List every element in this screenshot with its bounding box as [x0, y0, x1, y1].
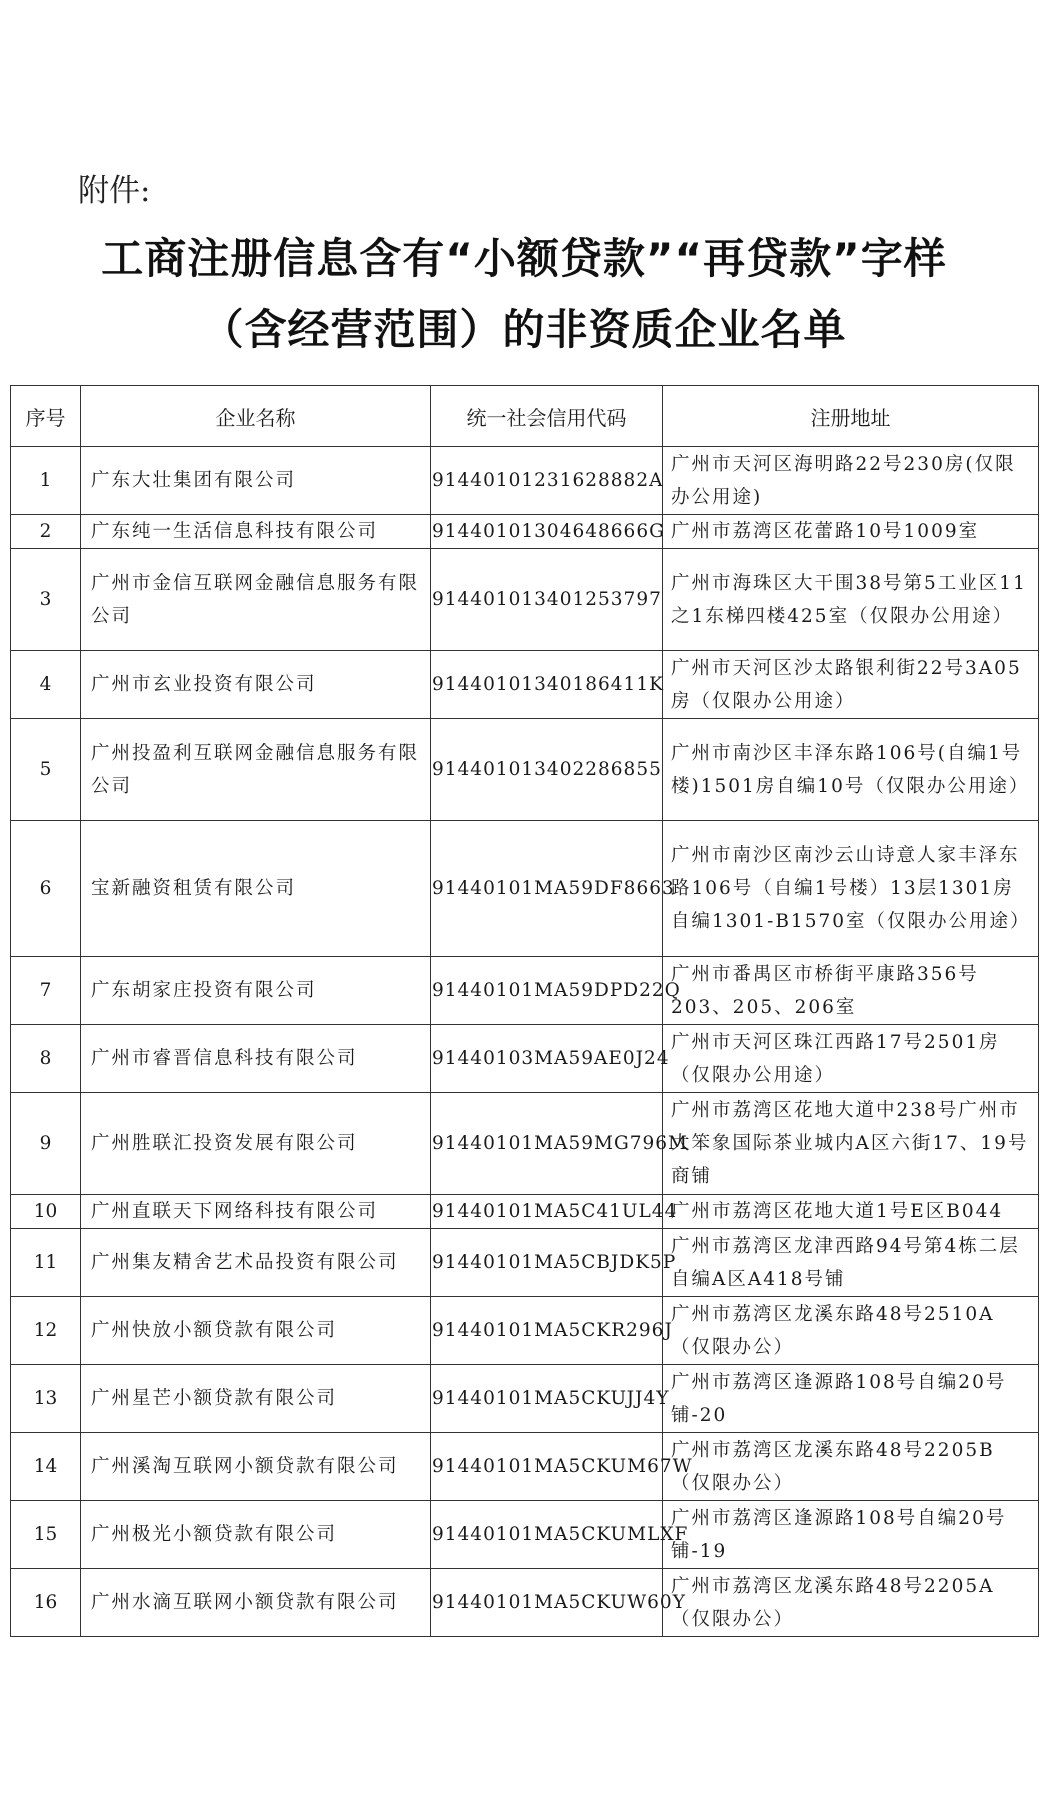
credit-code: 91440101MA5CBJDK5P — [431, 1229, 663, 1297]
registered-address: 广州市荔湾区逢源路108号自编20号铺-19 — [663, 1501, 1039, 1569]
header-credit-code: 统一社会信用代码 — [431, 386, 663, 447]
registered-address: 广州市海珠区大干围38号第5工业区11之1东梯四楼425室（仅限办公用途） — [663, 549, 1039, 651]
company-name: 广东大壮集团有限公司 — [81, 447, 431, 515]
credit-code: 91440101MA59MG796M — [431, 1093, 663, 1195]
credit-code: 91440101MA5CKUW60Y — [431, 1569, 663, 1637]
row-index: 2 — [11, 515, 81, 549]
company-list-table — [10, 385, 1039, 1637]
registered-address: 广州市荔湾区花蕾路10号1009室 — [663, 515, 1039, 549]
header-address: 注册地址 — [663, 386, 1039, 447]
table-row — [11, 447, 1039, 515]
table-row — [11, 957, 1039, 1025]
table-row — [11, 1025, 1039, 1093]
row-index: 11 — [11, 1229, 81, 1297]
registered-address: 广州市南沙区丰泽东路106号(自编1号楼)1501房自编10号（仅限办公用途） — [663, 719, 1039, 821]
row-index: 9 — [11, 1093, 81, 1195]
row-index: 3 — [11, 549, 81, 651]
credit-code: 914401013402286855 — [431, 719, 663, 821]
table-row — [11, 1229, 1039, 1297]
company-name: 广东纯一生活信息科技有限公司 — [81, 515, 431, 549]
registered-address: 广州市荔湾区龙溪东路48号2510A（仅限办公） — [663, 1297, 1039, 1365]
company-name: 广州集友精舍艺术品投资有限公司 — [81, 1229, 431, 1297]
registered-address: 广州市荔湾区逢源路108号自编20号铺-20 — [663, 1365, 1039, 1433]
credit-code: 91440101MA5CKR296J — [431, 1297, 663, 1365]
company-name: 广州水滴互联网小额贷款有限公司 — [81, 1569, 431, 1637]
table-row — [11, 651, 1039, 719]
registered-address: 广州市天河区海明路22号230房(仅限办公用途) — [663, 447, 1039, 515]
table-row — [11, 821, 1039, 957]
table-row — [11, 1501, 1039, 1569]
table-row — [11, 1433, 1039, 1501]
row-index: 7 — [11, 957, 81, 1025]
credit-code: 91440101340186411K — [431, 651, 663, 719]
company-name: 广州快放小额贷款有限公司 — [81, 1297, 431, 1365]
credit-code: 91440103MA59AE0J24 — [431, 1025, 663, 1093]
table-row — [11, 1093, 1039, 1195]
table-row — [11, 549, 1039, 651]
company-name: 广州胜联汇投资发展有限公司 — [81, 1093, 431, 1195]
table-row — [11, 515, 1039, 549]
row-index: 12 — [11, 1297, 81, 1365]
row-index: 15 — [11, 1501, 81, 1569]
row-index: 8 — [11, 1025, 81, 1093]
registered-address: 广州市荔湾区花地大道中238号广州市大笨象国际茶业城内A区六街17、19号商铺 — [663, 1093, 1039, 1195]
row-index: 13 — [11, 1365, 81, 1433]
table-row — [11, 719, 1039, 821]
credit-code: 914401013401253797 — [431, 549, 663, 651]
credit-code: 91440101MA5CKUM67W — [431, 1433, 663, 1501]
table-row — [11, 1365, 1039, 1433]
credit-code: 91440101MA5CKUMLXF — [431, 1501, 663, 1569]
company-name: 广州溪淘互联网小额贷款有限公司 — [81, 1433, 431, 1501]
row-index: 6 — [11, 821, 81, 957]
registered-address: 广州市荔湾区龙溪东路48号2205A（仅限办公） — [663, 1569, 1039, 1637]
attachment-label: 附件: — [78, 173, 151, 209]
row-index: 5 — [11, 719, 81, 821]
company-name: 广州市玄业投资有限公司 — [81, 651, 431, 719]
company-name: 广州市睿晋信息科技有限公司 — [81, 1025, 431, 1093]
registered-address: 广州市荔湾区龙津西路94号第4栋二层自编A区A418号铺 — [663, 1229, 1039, 1297]
company-name: 广东胡家庄投资有限公司 — [81, 957, 431, 1025]
header-index: 序号 — [11, 386, 81, 447]
registered-address: 广州市天河区珠江西路17号2501房（仅限办公用途） — [663, 1025, 1039, 1093]
credit-code: 91440101MA5C41UL44 — [431, 1195, 663, 1229]
company-name: 广州极光小额贷款有限公司 — [81, 1501, 431, 1569]
table-row — [11, 1297, 1039, 1365]
row-index: 1 — [11, 447, 81, 515]
credit-code: 91440101304648666G — [431, 515, 663, 549]
company-name: 宝新融资租赁有限公司 — [81, 821, 431, 957]
row-index: 14 — [11, 1433, 81, 1501]
registered-address: 广州市南沙区南沙云山诗意人家丰泽东路106号（自编1号楼）13层1301房自编1301-B1570室（仅限办公用途） — [663, 821, 1039, 957]
registered-address: 广州市荔湾区花地大道1号E区B044 — [663, 1195, 1039, 1229]
registered-address: 广州市荔湾区龙溪东路48号2205B（仅限办公） — [663, 1433, 1039, 1501]
company-name: 广州直联天下网络科技有限公司 — [81, 1195, 431, 1229]
row-index: 16 — [11, 1569, 81, 1637]
table-header-row — [11, 386, 1039, 447]
company-name: 广州市金信互联网金融信息服务有限公司 — [81, 549, 431, 651]
header-company-name: 企业名称 — [81, 386, 431, 447]
registered-address: 广州市天河区沙太路银利街22号3A05房（仅限办公用途） — [663, 651, 1039, 719]
table-row — [11, 1195, 1039, 1229]
row-index: 10 — [11, 1195, 81, 1229]
credit-code: 91440101231628882A — [431, 447, 663, 515]
credit-code: 91440101MA59DF8663 — [431, 821, 663, 957]
row-index: 4 — [11, 651, 81, 719]
company-name: 广州投盈利互联网金融信息服务有限公司 — [81, 719, 431, 821]
page-title-line-2: （含经营范围）的非资质企业名单 — [201, 305, 847, 354]
page-title-line-1: 工商注册信息含有“小额贷款”“再贷款”字样 — [101, 234, 947, 283]
credit-code: 91440101MA59DPD22Q — [431, 957, 663, 1025]
credit-code: 91440101MA5CKUJJ4Y — [431, 1365, 663, 1433]
company-name: 广州星芒小额贷款有限公司 — [81, 1365, 431, 1433]
table-row — [11, 1569, 1039, 1637]
registered-address: 广州市番禺区市桥街平康路356号203、205、206室 — [663, 957, 1039, 1025]
